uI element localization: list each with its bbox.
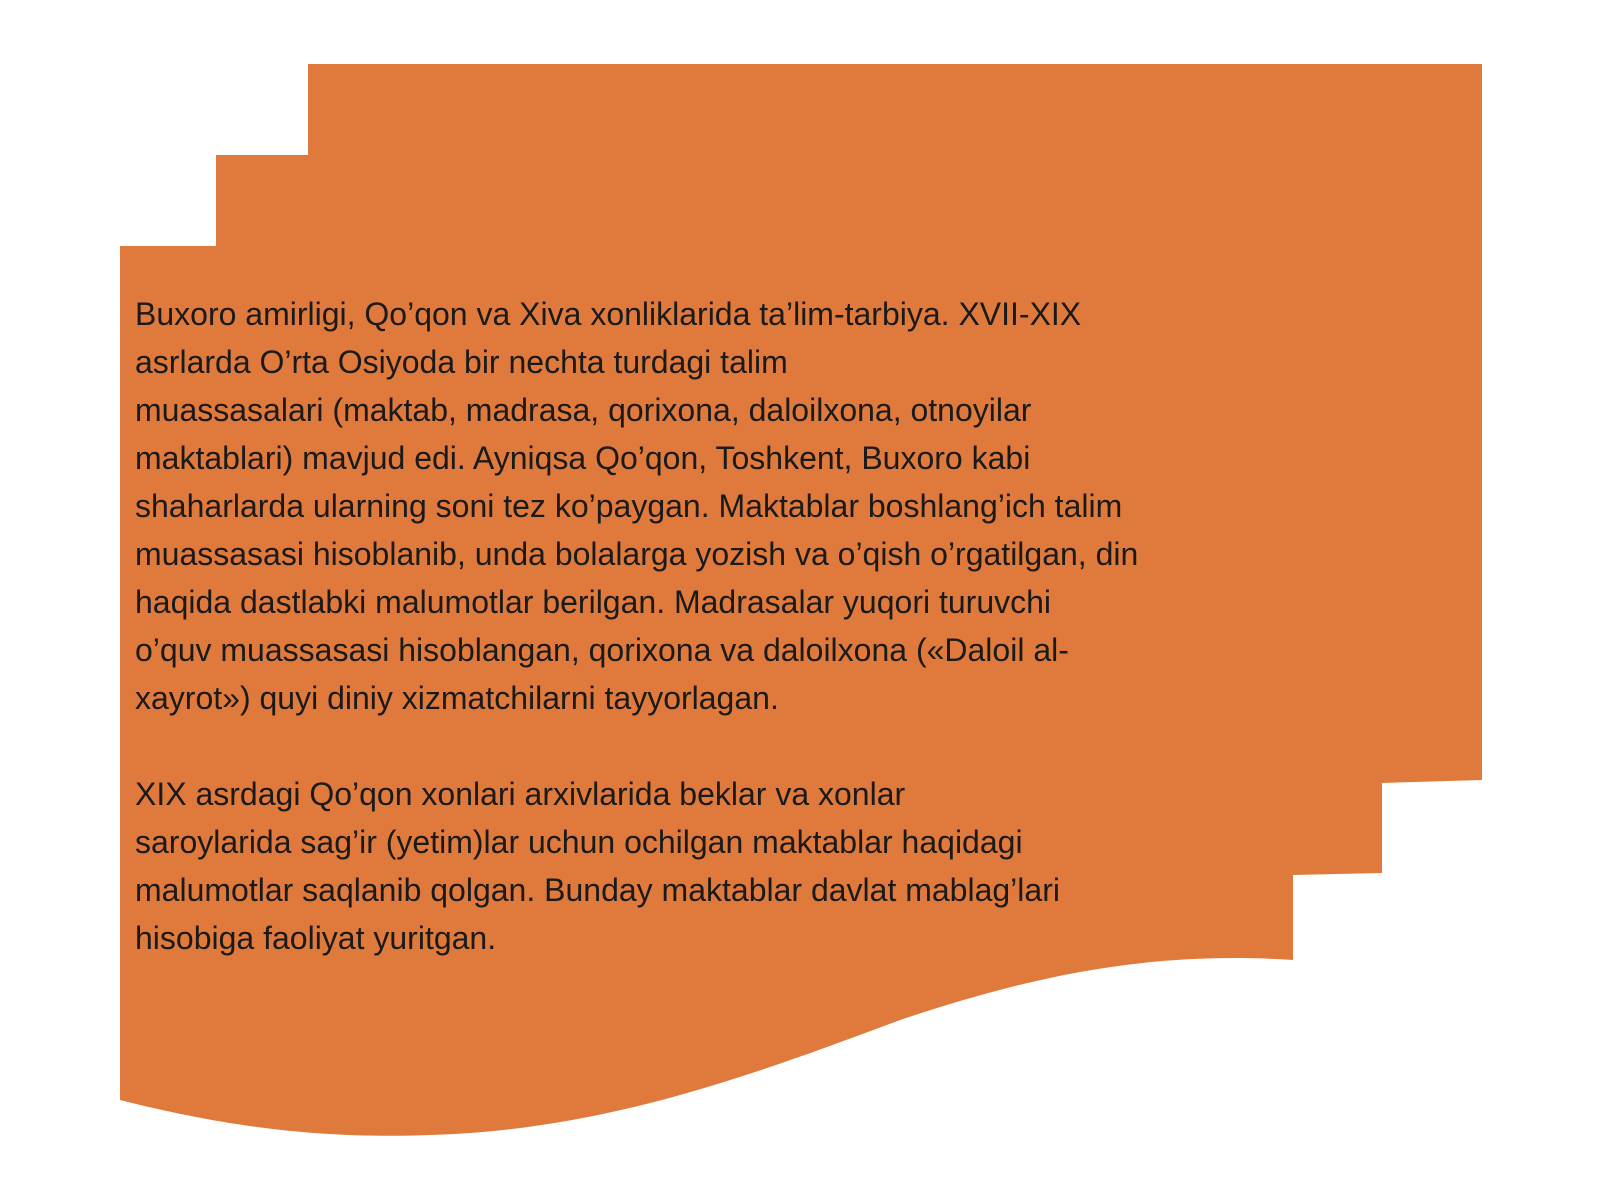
text-line: XIX asrdagi Qo’qon xonlari arxivlarida beklar va xonlar bbox=[135, 776, 906, 812]
paragraph-gap bbox=[135, 722, 1285, 770]
text-line: muassasasi hisoblanib, unda bolalarga yozish va o’qish o’rgatilgan, din bbox=[135, 536, 1139, 572]
text-line: asrlarda O’rta Osiyoda bir nechta turdagi talim bbox=[135, 344, 788, 380]
text-line: shaharlarda ularning soni tez ko’paygan. Maktablar boshlang’ich talim bbox=[135, 488, 1123, 524]
text-line: Buxoro amirligi, Qo’qon va Xiva xonliklarida ta’lim-tarbiya. XVII-XIX bbox=[135, 296, 1082, 332]
text-line: muassasalari (maktab, madrasa, qorixona, daloilxona, otnoyilar bbox=[135, 392, 1032, 428]
text-line: hisobiga faoliyat yuritgan. bbox=[135, 920, 497, 956]
text-line: haqida dastlabki malumotlar berilgan. Madrasalar yuqori turuvchi bbox=[135, 584, 1052, 620]
body-text bbox=[135, 290, 1285, 962]
text-line: saroylarida sag’ir (yetim)lar uchun ochilgan maktablar haqidagi bbox=[135, 824, 1023, 860]
paragraph-2 bbox=[135, 770, 1285, 962]
text-line: malumotlar saqlanib qolgan. Bunday maktablar davlat mablag’lari bbox=[135, 872, 1060, 908]
text-line: xayrot») quyi diniy xizmatchilarni tayyorlagan. bbox=[135, 680, 779, 716]
paragraph-1 bbox=[135, 290, 1285, 722]
text-line: o’quv muassasasi hisoblangan, qorixona va daloilxona («Daloil al- bbox=[135, 632, 1069, 668]
text-line: maktablari) mavjud edi. Ayniqsa Qo’qon, Toshkent, Buxoro kabi bbox=[135, 440, 1031, 476]
